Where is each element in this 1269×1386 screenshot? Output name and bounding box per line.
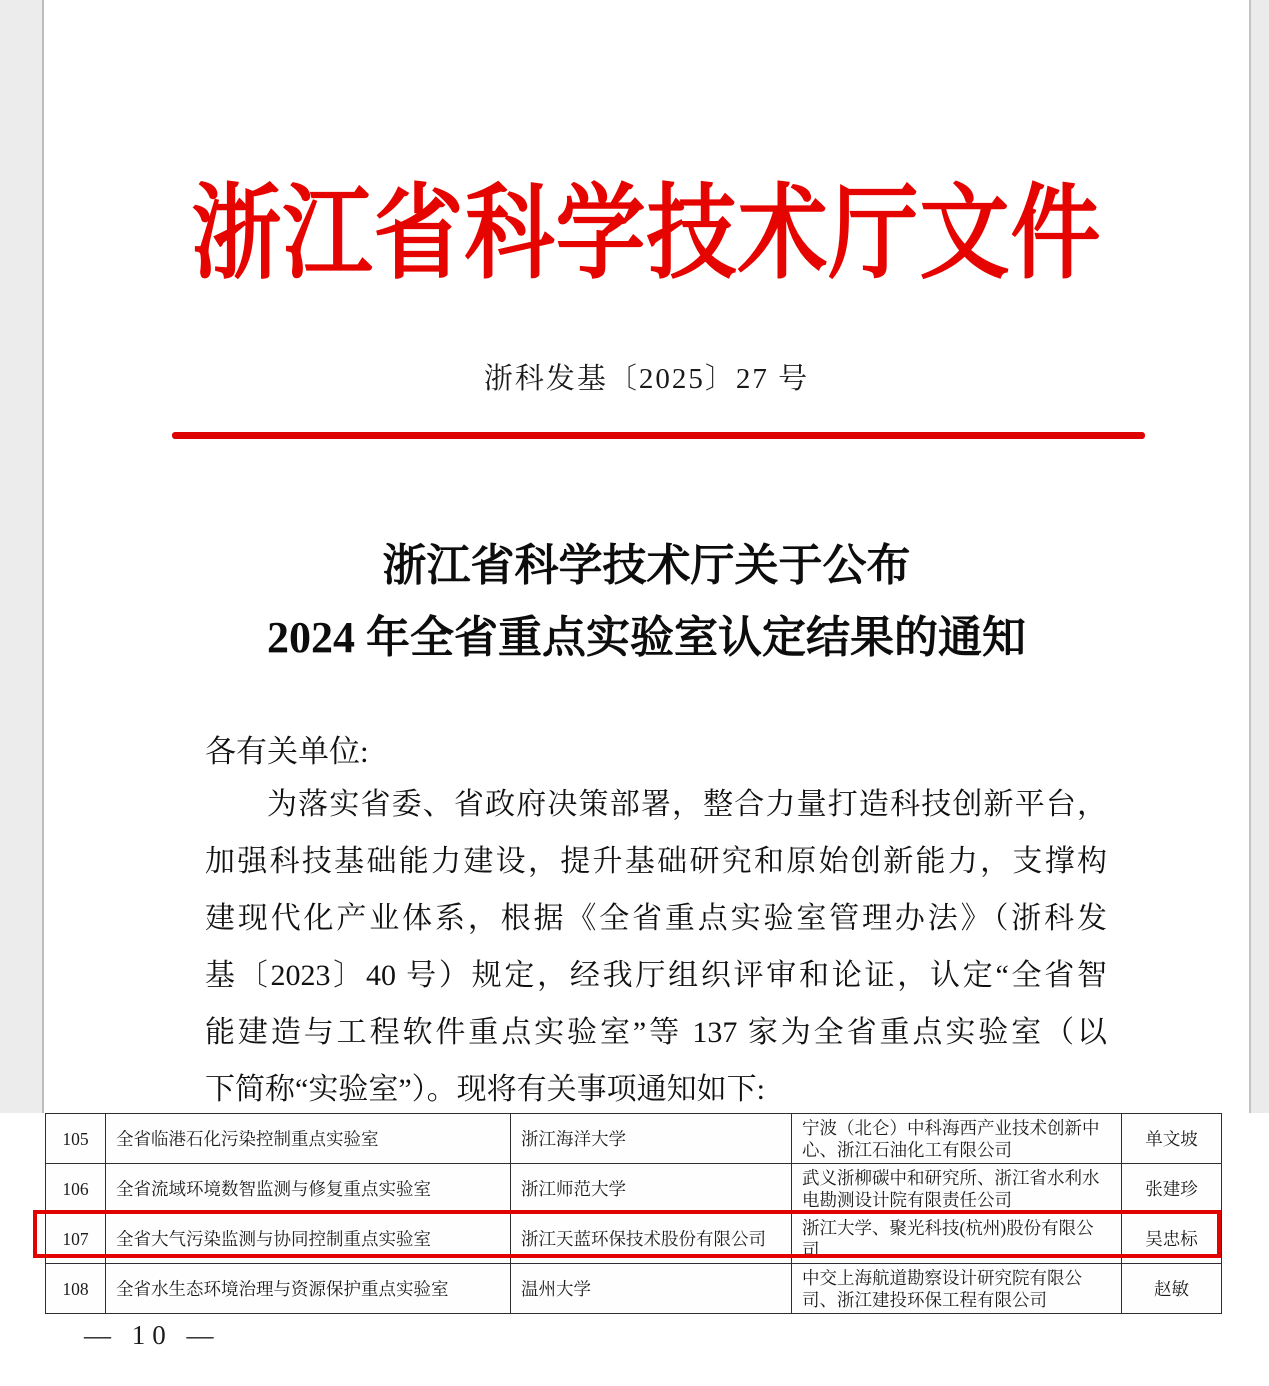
cell-row-number: 105 [46, 1114, 106, 1164]
cell-host-org: 浙江师范大学 [511, 1164, 792, 1214]
cell-partner-orgs: 浙江大学、聚光科技(杭州)股份有限公司 [792, 1214, 1122, 1264]
table-row [46, 1114, 1222, 1164]
document-header-title: 浙江省科学技术厅文件 [191, 178, 1102, 292]
notice-title-line-2: 2024 年全省重点实验室认定结果的通知 [267, 613, 1026, 662]
body-line: 建现代化产业体系，根据《全省重点实验室管理办法》（浙科发 [205, 902, 1107, 935]
body-line: 基〔2023〕40 号）规定，经我厅组织评审和论证，认定“全省智 [205, 959, 1107, 992]
body-line: 能建造与工程软件重点实验室”等 137 家为全省重点实验室（以 [205, 1016, 1107, 1049]
cell-host-org: 浙江天蓝环保技术股份有限公司 [511, 1214, 792, 1264]
cell-row-number: 106 [46, 1164, 106, 1214]
cell-partner-orgs: 中交上海航道勘察设计研究院有限公司、浙江建投环保工程有限公司 [792, 1264, 1122, 1314]
cell-director-name: 单文坡 [1122, 1114, 1222, 1164]
body-paragraph [205, 776, 1107, 1118]
document-number: 浙科发基〔2025〕27 号 [483, 363, 810, 395]
cell-lab-name: 全省水生态环境治理与资源保护重点实验室 [106, 1264, 511, 1314]
page-edge-left [0, 0, 44, 1113]
salutation: 各有关单位: [205, 734, 369, 769]
body-line: 为落实省委、省政府决策部署，整合力量打造科技创新平台， [267, 788, 1107, 821]
page-number: — 10 — [84, 1320, 221, 1350]
results-table [45, 1113, 1222, 1314]
table-row-highlighted [46, 1214, 1222, 1264]
cell-director-name: 张建珍 [1122, 1164, 1222, 1214]
body-line: 下简称“实验室”）。现将有关事项通知如下: [205, 1073, 765, 1106]
cell-row-number: 107 [46, 1214, 106, 1264]
body-line: 加强科技基础能力建设，提升基础研究和原始创新能力，支撑构 [205, 845, 1107, 878]
table-row [46, 1164, 1222, 1214]
results-table-section [45, 1113, 1222, 1314]
cell-host-org: 浙江海洋大学 [511, 1114, 792, 1164]
cell-lab-name: 全省临港石化污染控制重点实验室 [106, 1114, 511, 1164]
table-row [46, 1264, 1222, 1314]
cell-partner-orgs: 宁波（北仑）中科海西产业技术创新中心、浙江石油化工有限公司 [792, 1114, 1122, 1164]
notice-title-line-1: 浙江省科学技术厅关于公布 [382, 541, 911, 590]
red-divider-rule [172, 432, 1145, 439]
cell-director-name: 吴忠标 [1122, 1214, 1222, 1264]
notice-title [44, 530, 1249, 674]
cell-director-name: 赵敏 [1122, 1264, 1222, 1314]
cell-lab-name: 全省大气污染监测与协同控制重点实验室 [106, 1214, 511, 1264]
cell-host-org: 温州大学 [511, 1264, 792, 1314]
page-edge-right [1249, 0, 1269, 1113]
cell-partner-orgs: 武义浙柳碳中和研究所、浙江省水利水电勘测设计院有限责任公司 [792, 1164, 1122, 1214]
cell-row-number: 108 [46, 1264, 106, 1314]
cell-lab-name: 全省流域环境数智监测与修复重点实验室 [106, 1164, 511, 1214]
